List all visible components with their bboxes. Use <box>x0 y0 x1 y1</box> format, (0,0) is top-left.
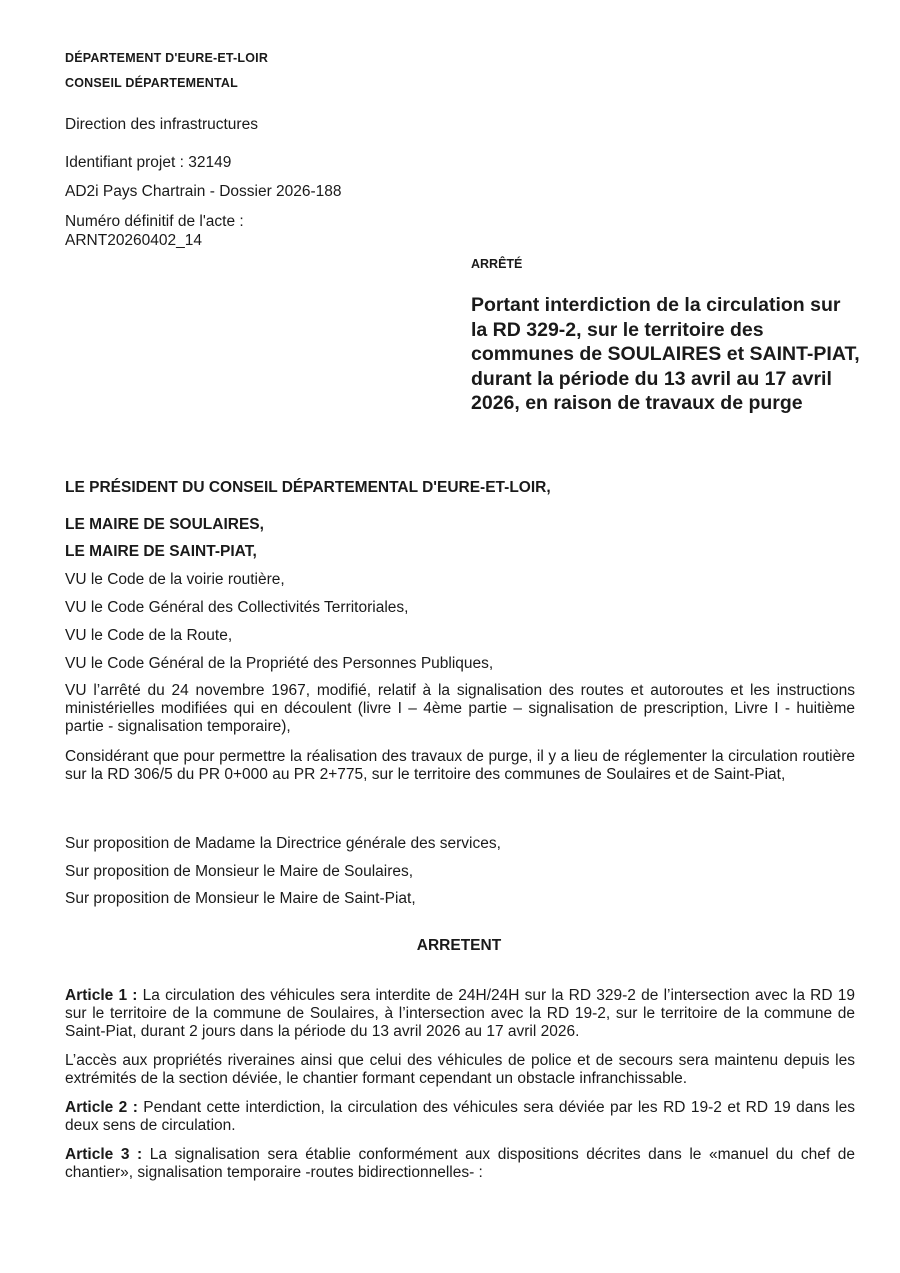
arrete-label: ARRÊTÉ <box>471 257 523 271</box>
article-1 <box>65 987 855 1041</box>
article-3-text: La signalisation sera établie conformément aux dispositions décrites dans le «manuel du chef de chantier», signalisation temporaire -routes bidirectionnelles- : <box>65 1146 855 1181</box>
visa-item: VU le Code de la voirie routière, <box>65 571 285 588</box>
act-number: ARNT20260402_14 <box>65 232 203 249</box>
visa-item: VU le Code Général des Collectivités Territoriales, <box>65 599 409 616</box>
visa-item: VU le Code de la Route, <box>65 627 233 644</box>
considerant-paragraph: Considérant que pour permettre la réalisation des travaux de purge, il y a lieu de réglementer la circulation routière sur la RD 306/5 du PR 0+000 au PR 2+775, sur le territoire des communes de Soulaires et de Saint-Piat, <box>65 748 855 783</box>
article-1-label: Article 1 : <box>65 987 138 1004</box>
act-number-label: Numéro définitif de l'acte : <box>65 213 244 230</box>
project-identifier: Identifiant projet : 32149 <box>65 154 232 171</box>
proposition-item: Sur proposition de Madame la Directrice générale des services, <box>65 835 501 852</box>
visa-item: VU l’arrêté du 24 novembre 1967, modifié, relatif à la signalisation des routes et autoroutes et les instructions ministérielles modifiées qui en découlent (livre I – 4ème partie – signalisation de prescription, Livre I - huitième partie - signalisation temporaire), <box>65 682 855 735</box>
maire-saint-piat-heading: LE MAIRE DE SAINT-PIAT, <box>65 543 257 560</box>
visa-item: VU le Code Général de la Propriété des Personnes Publiques, <box>65 655 494 672</box>
department-name: DÉPARTEMENT D'EURE-ET-LOIR <box>65 51 269 65</box>
president-heading: LE PRÉSIDENT DU CONSEIL DÉPARTEMENTAL D'EURE-ET-LOIR, <box>65 479 551 496</box>
proposition-item: Sur proposition de Monsieur le Maire de Saint-Piat, <box>65 890 416 907</box>
access-paragraph: L’accès aux propriétés riveraines ainsi que celui des véhicules de police et de secours sera maintenu depuis les extrémités de la section déviée, le chantier formant cependant un obstacle infranchissable. <box>65 1052 855 1087</box>
arrete-title: Portant interdiction de la circulation sur la RD 329-2, sur le territoire des communes de SOULAIRES et SAINT-PIAT, durant la période du 13 avril au 17 avril 2026, en raison de travaux de purge <box>471 294 860 414</box>
dossier-reference: AD2i Pays Chartrain - Dossier 2026-188 <box>65 183 342 200</box>
arretent-heading: ARRETENT <box>416 937 502 954</box>
article-3-label: Article 3 : <box>65 1146 143 1163</box>
article-2 <box>65 1099 855 1135</box>
article-1-text: La circulation des véhicules sera interdite de 24H/24H sur la RD 329-2 de l’intersection avec la RD 19 sur le territoire de la commune de Soulaires, à l’intersection avec la RD 19-2, sur le territoire de la commune de Saint-Piat, durant 2 jours dans la période du 13 avril 2026 au 17 avril 2026. <box>65 987 856 1040</box>
proposition-item: Sur proposition de Monsieur le Maire de Soulaires, <box>65 863 414 880</box>
article-2-text: Pendant cette interdiction, la circulation des véhicules sera déviée par les RD 19-2 et RD 19 dans les deux sens de circulation. <box>65 1099 855 1134</box>
direction-name: Direction des infrastructures <box>65 116 258 133</box>
article-3 <box>65 1146 855 1182</box>
article-2-label: Article 2 : <box>65 1099 138 1116</box>
council-name: CONSEIL DÉPARTEMENTAL <box>65 76 238 90</box>
maire-soulaires-heading: LE MAIRE DE SOULAIRES, <box>65 516 264 533</box>
